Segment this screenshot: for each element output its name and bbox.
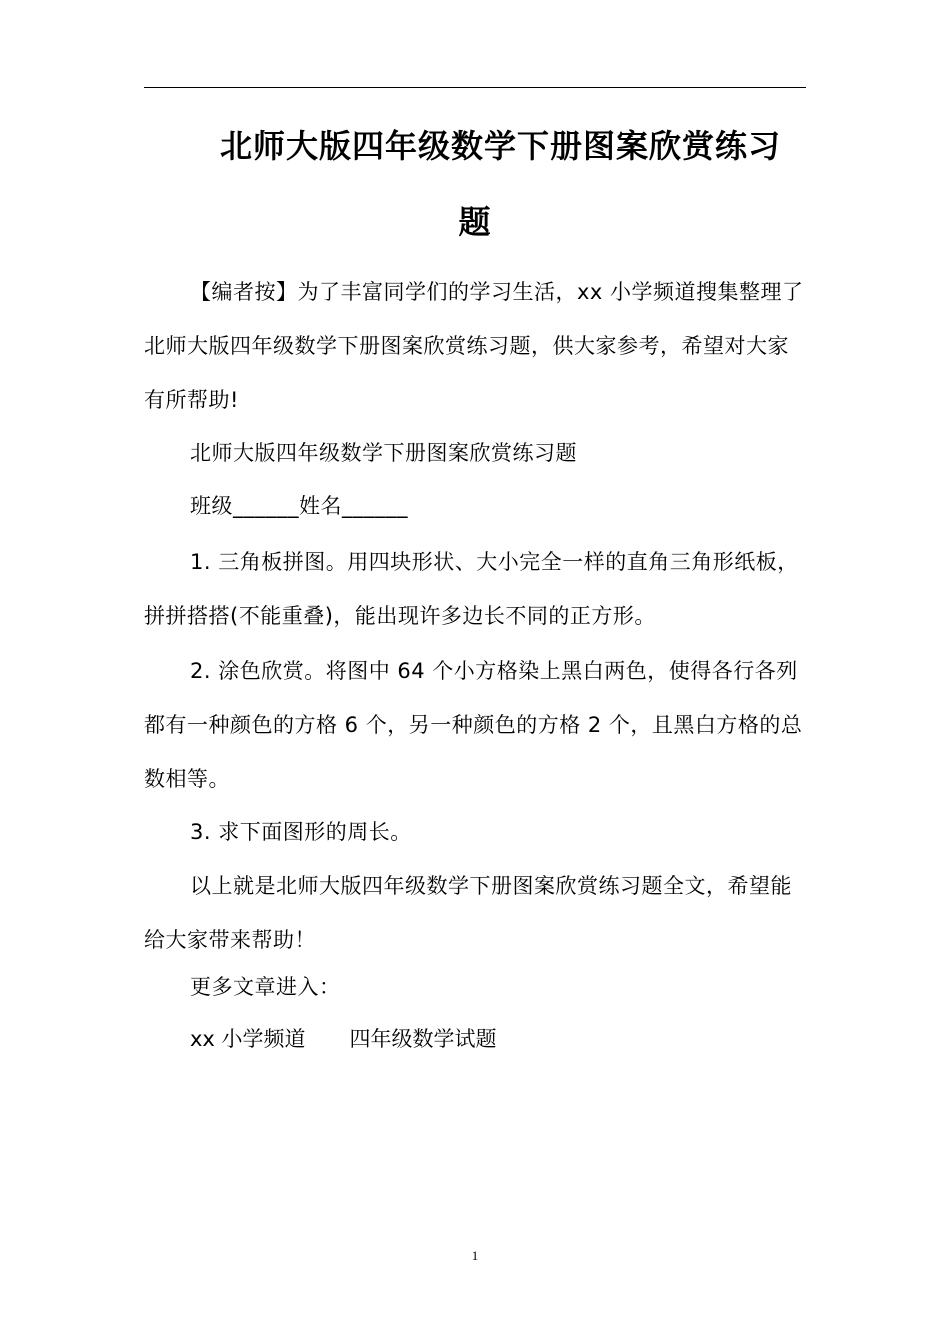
question-1-text: 1. 三角板拼图。用四块形状、大小完全一样的直角三角形纸板，拼拼搭搭(不能重叠)，能出现许多边长不同的正方形。 bbox=[144, 550, 799, 628]
links-row bbox=[190, 1024, 497, 1054]
question-3-text: 3. 求下面图形的周长。 bbox=[190, 820, 412, 844]
more-articles-label: 更多文章进入： bbox=[190, 975, 341, 999]
subtitle: 北师大版四年级数学下册图案欣赏练习题 bbox=[190, 441, 577, 465]
editor-note-text: 【编者按】为了丰富同学们的学习生活，xx 小学频道搜集整理了北师大版四年级数学下册图案欣赏练习题，供大家参考，希望对大家有所帮助! bbox=[144, 280, 804, 412]
editor-note-paragraph bbox=[144, 265, 810, 427]
top-horizontal-rule bbox=[144, 87, 806, 88]
question-1-paragraph bbox=[144, 535, 810, 643]
closing-paragraph bbox=[144, 859, 810, 967]
link-grade4-math-tests[interactable]: 四年级数学试题 bbox=[349, 1027, 497, 1051]
document-title-line-1: 北师大版四年级数学下册图案欣赏练习 bbox=[220, 127, 782, 165]
link-xx-primary-channel[interactable]: xx 小学频道 bbox=[190, 1027, 306, 1051]
question-2-text: 2. 涂色欣赏。将图中 64 个小方格染上黑白两色，使得各行各列都有一种颜色的方格 6 个，另一种颜色的方格 2 个，且黑白方格的总数相等。 bbox=[144, 659, 803, 791]
closing-text: 以上就是北师大版四年级数学下册图案欣赏练习题全文，希望能给大家带来帮助！ bbox=[144, 874, 792, 952]
class-name-line: 班级______姓名______ bbox=[190, 494, 408, 518]
question-2-paragraph bbox=[144, 644, 810, 806]
page-number: 1 bbox=[471, 1248, 479, 1263]
document-title-line-2: 题 bbox=[458, 203, 492, 241]
